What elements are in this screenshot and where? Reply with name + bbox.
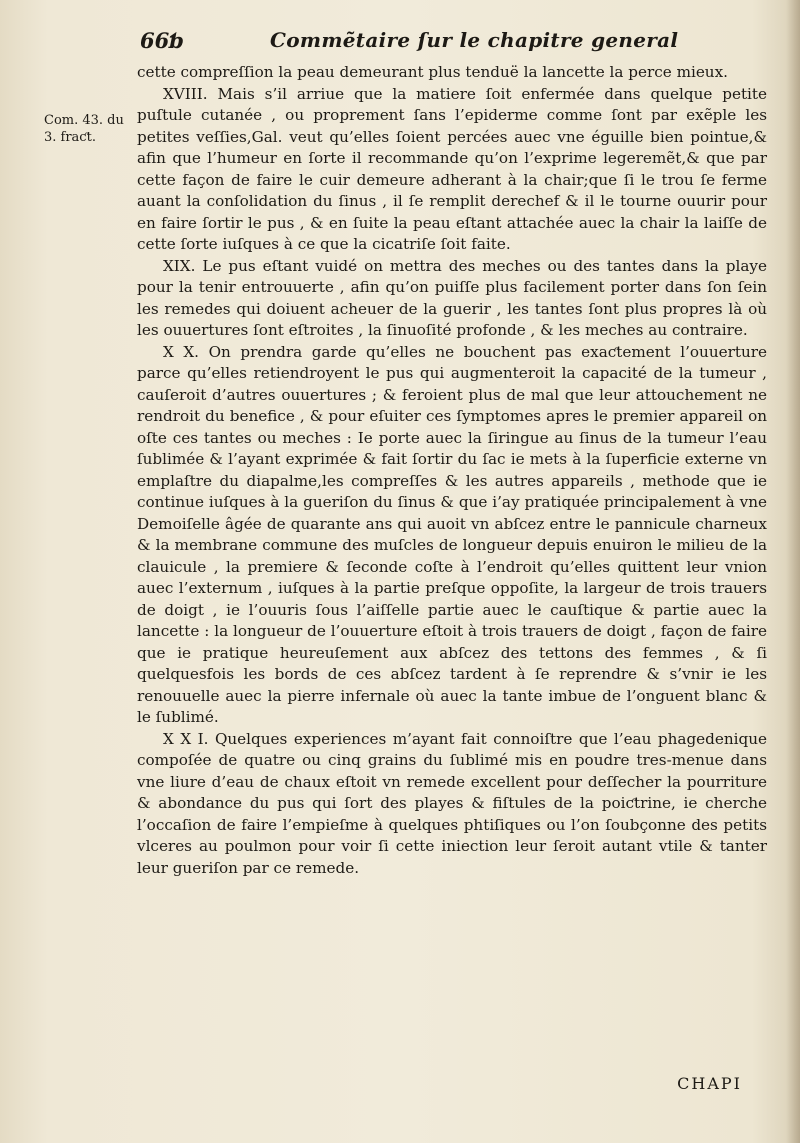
marginal-note-line: Com. 43. du (44, 113, 124, 128)
body-text (137, 62, 767, 879)
catchword: CHAPI (677, 1074, 742, 1093)
paragraph-xix: XIX. Le pus eſtant vuidé on mettra des meches ou des tantes dans la playe pour la tenir entrouuerte , afin qu’on puiſſe plus facilement porter dans ſon ſein les remedes qui doiuent acheuer de la guerir , les tantes ſont plus propres là où les ouuertures ſont eſtroites , la ſinuoſité profonde , & les meches au contraire. (137, 256, 767, 339)
page-number: 66ƅ (140, 28, 184, 53)
marginal-note (44, 112, 124, 146)
paragraph-xxi: X X I. Quelques experiences m’ayant fait connoiſtre que l’eau phagedenique compoſée de quatre ou cinq grains du ſublimé mis en poudre tres-menue dans vne liure d’eau de chaux eſtoit vn remede excellent pour deſſecher la pourriture & abondance du pus qui ſort des playes & fiſtules de la poiƈtrine, ie cherche l’occaſion de faire l’empieſme à quelques phtiſiques ou l’on ſoubçonne des petits vlceres au poulmon pour voir ſi cette iniection leur ſeroit autant vtile & tanter leur gueriſon par ce remede. (137, 729, 767, 877)
paragraph-continuation: cette compreſſion la peau demeurant plus tenduë la lancette la perce mieux. (137, 63, 728, 81)
page-spine-shadow (786, 0, 800, 1143)
running-title: Commẽtaire ſur le chapitre general (270, 28, 679, 52)
paragraph-xviii: XVIII. Mais s’il arriue que la matiere ſoit enfermée dans quelque petite puſtule cutanée , ou proprement ſans l’epiderme comme ſont par exẽple les petites veſſies,Gal. veut qu’elles ſoient percées auec vne éguille bien pointue,& afin que l’humeur en ſorte il recommande qu’on l’exprime legeremẽt,& que par cette façon de faire le cuir demeure adherant à la chair;que ſi le trou ſe ferme auant la conſolidation du ſinus , il ſe remplit derechef & il le tourne ouurir pour en faire ſortir le pus , & en ſuite la peau eſtant attachée auec la chair la laiſſe de cette ſorte iuſques à ce que la cicatriſe ſoit faite. (137, 84, 767, 253)
paragraph-xx: X X. On prendra garde qu’elles ne bouchent pas exaƈtement l’ouuerture parce qu’elles retiendroyent le pus qui augmenteroit la capacité de la tumeur , cauſeroit d’autres ouuertures ; & feroient plus de mal que leur attouchement ne rendroit du benefice , & pour eſuiter ces ſymptomes apres le premier appareil on oſte ces tantes ou meches : Ie porte auec la ſiringue au ſinus de la tumeur l’eau ſublimée & l’ayant exprimée & fait ſortir du ſac ie mets à la ſuperficie externe vn emplaſtre du diapalme,les compreſſes & les autres appareils , methode que ie continue iuſques à la gueriſon du ſinus & que i’ay pratiquée principalement à vne Demoiſelle âgée de quarante ans qui auoit vn abſcez entre le pannicule charneux & la membrane commune des muſcles de longueur depuis enuiron le milieu de la clauicule , la premiere & ſeconde coſte à l’endroit qu’elles quittent leur vnion auec l’externum , iuſques à la partie preſque oppoſite, la largeur de trois trauers de doigt , ie l’ouuris ſous l’aiſſelle partie auec le cauſtique & partie auec la lancette : la longueur de l’ouuerture eſtoit à trois trauers de doigt , façon de faire que ie pratique heureuſement aux abſcez des tettons des femmes , & ſi quelquesfois les bords de ces abſcez tardent à ſe reprendre & s’vnir ie les renouuelle auec la pierre infernale où auec la tante imbue de l’onguent blanc & le ſublimé. (137, 342, 767, 726)
marginal-note-line: 3. fraƈt. (44, 130, 96, 145)
page-header (140, 28, 760, 58)
